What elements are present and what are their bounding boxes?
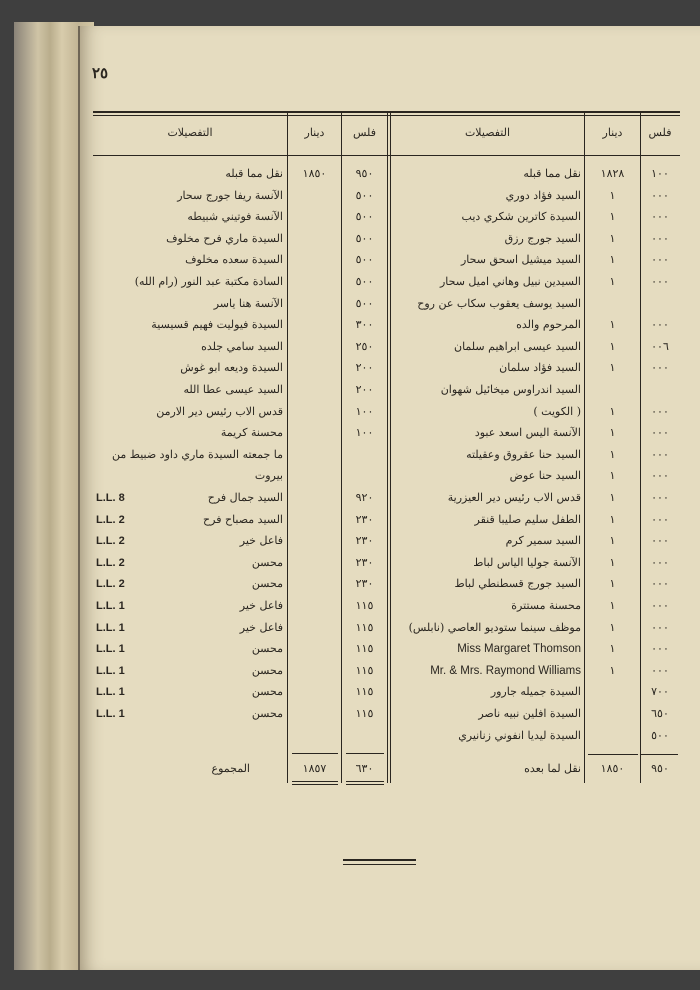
header-right-dinar: دينار xyxy=(602,126,623,139)
right-dinar-cell: ١ xyxy=(609,555,616,569)
right-fils-cell: ٠٠٠ xyxy=(651,620,669,634)
right-fils-cell: ٠٠٠ xyxy=(651,663,669,677)
lebanese-pound-amount: L.L. 1 xyxy=(96,643,125,656)
end-rule-b xyxy=(343,864,416,865)
left-fils-cell: ٢٠٠ xyxy=(355,361,374,375)
lebanese-pound-amount: L.L. 2 xyxy=(96,578,125,591)
right-dinar-cell: ١ xyxy=(609,491,616,504)
right-dinar-cell: ١ xyxy=(609,275,616,288)
lebanese-pound-amount: L.L. 2 xyxy=(96,513,125,526)
right-donor-name: السيد حنا عوض xyxy=(509,469,581,483)
left-donor-name: بيروت xyxy=(254,469,283,483)
left-donor-name: السيد جمال فرح xyxy=(207,491,283,504)
right-donor-name: السيدة افلين نبيه ناصر xyxy=(478,707,581,720)
right-fils-cell: ٠٠٠ xyxy=(651,512,669,526)
right-donor-name: الآنسة اليس اسعد عبود xyxy=(474,426,581,440)
right-fils-cell: ٠٠٠ xyxy=(651,318,669,332)
right-fils-cell: ٠٠٠ xyxy=(651,210,669,224)
left-fils-cell: ٩٥٠ xyxy=(355,167,374,180)
right-donor-name: السيد جورج رزق xyxy=(504,231,581,245)
total-rule-left-fils-a xyxy=(346,753,384,754)
right-donor-name: السيد ميشيل اسحق سحار xyxy=(460,253,581,267)
header-right-fils: فلس xyxy=(648,126,672,139)
right-dinar-cell: ١ xyxy=(609,599,616,612)
left-donor-name: السيد مصباح فرح xyxy=(203,512,283,526)
left-donor-name: السيدة ماري فرح مخلوف xyxy=(166,231,283,245)
col-rule-left-dinar xyxy=(287,113,288,783)
header-right-details: التفصيلات xyxy=(464,126,511,139)
right-donor-name: السيد اندراوس ميخائيل شهوان xyxy=(440,383,581,396)
lebanese-pound-amount: L.L. 8 xyxy=(96,492,125,504)
lebanese-pound-amount: L.L. 2 xyxy=(96,535,125,548)
right-dinar-cell: ١ xyxy=(609,253,616,267)
right-fils-cell: ٠٠٠ xyxy=(651,447,669,461)
right-dinar-cell: ١ xyxy=(609,469,616,483)
right-fils-cell: ٠٠٠ xyxy=(651,361,669,375)
col-rule-center-b xyxy=(390,113,391,783)
right-fils-cell: ٠٠٠ xyxy=(651,599,669,612)
left-donor-name: السيد سامي جلده xyxy=(201,339,283,353)
left-donor-name: السيدة فيوليت فهيم قسيسية xyxy=(151,318,283,332)
right-donor-name: السيد يوسف يعقوب سكاب عن روح xyxy=(417,296,581,310)
right-dinar-cell: ١ xyxy=(609,339,616,353)
right-dinar-cell: ١ xyxy=(609,231,616,245)
right-fils-cell: ٧٠٠ xyxy=(651,685,669,699)
lebanese-pound-amount: L.L. 1 xyxy=(96,708,125,720)
left-donor-name: محسن xyxy=(251,707,283,720)
right-fils-cell: ٠٠٠ xyxy=(651,231,669,245)
left-donor-name: نقل مما قبله xyxy=(225,167,283,180)
right-fils-cell: ٠٠٠ xyxy=(651,426,669,440)
right-donor-name: السيد فؤاد دوري xyxy=(505,188,581,202)
left-fils-cell: ٢٣٠ xyxy=(355,512,374,526)
right-dinar-cell: ١ xyxy=(609,577,616,591)
left-donor-name: السيدة سعده مخلوف xyxy=(185,253,283,267)
right-fils-cell: ٥٠٠ xyxy=(651,728,669,742)
right-total-label: نقل لما بعده xyxy=(524,762,581,775)
right-fils-cell: ٠٠٠ xyxy=(651,534,669,548)
left-fils-cell: ٥٠٠ xyxy=(355,188,374,202)
right-dinar-cell: ١ xyxy=(609,188,616,202)
right-donor-name: السيدة كاترين شكري ديب xyxy=(461,210,581,224)
right-dinar-cell: ١٨٢٨ xyxy=(600,167,625,180)
total-rule-left-dinar-b xyxy=(292,781,338,782)
left-dinar-cell: ١٨٥٠ xyxy=(302,167,327,180)
page-number: ٢٥ xyxy=(92,64,109,82)
left-fils-cell: ١١٥ xyxy=(355,620,374,634)
left-donor-name: محسنة كريمة xyxy=(220,426,283,440)
left-donor-name: فاعل خير xyxy=(239,534,283,548)
total-rule-left-dinar-c xyxy=(292,784,338,785)
right-dinar-cell: ١ xyxy=(609,361,616,375)
right-fils-cell: ٠٠٦ xyxy=(651,339,669,353)
right-fils-cell: ٠٠٠ xyxy=(651,188,669,202)
right-donor-name: السيد جورج قسطنطي لباط xyxy=(454,577,581,591)
lebanese-pound-amount: L.L. 1 xyxy=(96,621,125,634)
right-fils-cell: ٠٠٠ xyxy=(651,491,669,504)
left-fils-cell: ٢٥٠ xyxy=(355,339,374,353)
right-total-dinar: ١٨٥٠ xyxy=(600,762,625,775)
right-dinar-cell: ١ xyxy=(609,447,616,461)
right-total-fils: ٩٥٠ xyxy=(651,762,669,775)
right-fils-cell: ٠٠٠ xyxy=(651,404,669,418)
right-donor-name: السيد حنا عقروق وعقيلته xyxy=(466,447,581,461)
left-donor-name: قدس الاب رئيس دير الارمن xyxy=(156,404,283,418)
left-donor-name: ما جمعته السيدة ماري داود ضبيط من xyxy=(112,447,283,461)
left-donor-name: محسن xyxy=(251,685,283,699)
left-fils-cell: ١١٥ xyxy=(355,707,374,720)
left-fils-cell: ٥٠٠ xyxy=(355,231,374,245)
header-left-fils: فلس xyxy=(353,126,376,139)
right-donor-name: السيد عيسى ابراهيم سلمان xyxy=(454,339,581,353)
right-dinar-cell: ١ xyxy=(609,512,616,526)
right-donor-name: موظف سينما ستوديو العاصي (نابلس) xyxy=(408,620,581,634)
header-left-details: التفصيلات xyxy=(167,126,213,139)
right-donor-name: السيدة ليديا انفوني زنانيري xyxy=(458,728,581,742)
header-left-dinar: دينار xyxy=(304,126,325,139)
right-fils-cell: ٠٠٠ xyxy=(651,577,669,591)
right-donor-name: ( الكويت ) xyxy=(533,404,581,418)
left-fils-cell: ٥٠٠ xyxy=(355,275,374,288)
page-spine xyxy=(78,26,80,970)
left-total-label: المجموع xyxy=(211,762,250,775)
left-fils-cell: ٢٠٠ xyxy=(355,383,374,396)
left-fils-cell: ٢٣٠ xyxy=(355,555,374,569)
right-dinar-cell: ١ xyxy=(609,663,616,677)
left-donor-name: السادة مكتبة عبد النور (رام الله) xyxy=(134,275,283,288)
left-total-dinar: ١٨٥٧ xyxy=(302,762,327,775)
right-donor-name: السيد فؤاد سلمان xyxy=(499,361,581,375)
lebanese-pound-amount: L.L. 1 xyxy=(96,686,125,699)
right-dinar-cell: ١ xyxy=(609,404,616,418)
lebanese-pound-amount: L.L. 2 xyxy=(96,556,125,569)
right-donor-name: Mr. & Mrs. Raymond Williams xyxy=(430,664,581,677)
right-donor-name: السيدة جميله جارور xyxy=(490,685,581,699)
right-donor-name: السيد سمير كرم xyxy=(505,534,581,548)
left-fils-cell: ٥٠٠ xyxy=(355,253,374,267)
right-fils-cell: ٠٠٠ xyxy=(651,253,669,267)
lebanese-pound-amount: L.L. 1 xyxy=(96,600,125,612)
left-fils-cell: ٩٢٠ xyxy=(355,491,374,504)
left-fils-cell: ١٠٠ xyxy=(355,404,374,418)
left-fils-cell: ١١٥ xyxy=(355,599,374,612)
left-fils-cell: ٢٣٠ xyxy=(355,534,374,548)
left-total-fils: ٦٣٠ xyxy=(355,762,374,775)
total-rule-right-dinar xyxy=(588,754,638,755)
right-fils-cell: ٠٠٠ xyxy=(651,469,669,483)
right-dinar-cell: ١ xyxy=(609,620,616,634)
left-donor-name: السيدة وديعه ابو غوش xyxy=(180,361,283,375)
total-rule-left-dinar-a xyxy=(292,753,338,754)
left-fils-cell: ١١٥ xyxy=(355,663,374,677)
lebanese-pound-amount: L.L. 1 xyxy=(96,664,125,677)
left-donor-name: محسن xyxy=(251,642,283,656)
total-rule-left-fils-c xyxy=(346,784,384,785)
right-dinar-cell: ١ xyxy=(609,210,616,224)
left-donor-name: محسن xyxy=(251,663,283,677)
right-fils-cell: ٠٠٠ xyxy=(651,642,669,656)
right-donor-name: قدس الاب رئيس دير العيزرية xyxy=(447,491,581,504)
left-fils-cell: ١٠٠ xyxy=(355,426,374,440)
total-rule-right-fils xyxy=(641,754,678,755)
left-donor-name: محسن xyxy=(251,577,283,591)
right-donor-name: نقل مما قبله xyxy=(523,167,581,180)
left-fils-cell: ١١٥ xyxy=(355,642,374,656)
right-donor-name: Miss Margaret Thomson xyxy=(457,643,581,656)
left-donor-name: فاعل خير xyxy=(239,620,283,634)
right-donor-name: محسنة مستترة xyxy=(511,599,581,612)
right-donor-name: السيدين نبيل وهاني اميل سحار xyxy=(439,275,581,288)
left-fils-cell: ٥٠٠ xyxy=(355,210,374,224)
right-donor-name: الآنسة جوليا الياس لباط xyxy=(473,555,581,569)
left-fils-cell: ٥٠٠ xyxy=(355,296,374,310)
right-dinar-cell: ١ xyxy=(609,534,616,548)
left-donor-name: فاعل خير xyxy=(239,599,283,612)
right-donor-name: الطفل سليم صليبا قنقر xyxy=(474,512,581,526)
left-fils-cell: ٢٣٠ xyxy=(355,577,374,591)
col-rule-center-a xyxy=(387,113,388,783)
left-donor-name: السيد عيسى عطا الله xyxy=(183,383,283,396)
left-donor-name: الآنسة هنا ياسر xyxy=(213,296,283,310)
right-fils-cell: ٠٠٠ xyxy=(651,555,669,569)
right-dinar-cell: ١ xyxy=(609,642,616,656)
right-fils-cell: ١٠٠ xyxy=(651,167,669,180)
left-fils-cell: ٣٠٠ xyxy=(355,318,374,332)
right-dinar-cell: ١ xyxy=(609,426,616,440)
right-dinar-cell: ١ xyxy=(609,318,616,332)
right-fils-cell: ٠٠٠ xyxy=(651,275,669,288)
right-fils-cell: ٦٥٠ xyxy=(651,707,669,720)
left-donor-name: الآنسة فوتيني شبيطه xyxy=(187,210,283,224)
left-donor-name: محسن xyxy=(251,555,283,569)
end-rule-a xyxy=(343,859,416,861)
left-donor-name: الآنسة ريفا جورج سحار xyxy=(177,188,283,202)
right-donor-name: المرحوم والده xyxy=(516,318,581,332)
total-rule-left-fils-b xyxy=(346,781,384,782)
left-fils-cell: ١١٥ xyxy=(355,685,374,699)
